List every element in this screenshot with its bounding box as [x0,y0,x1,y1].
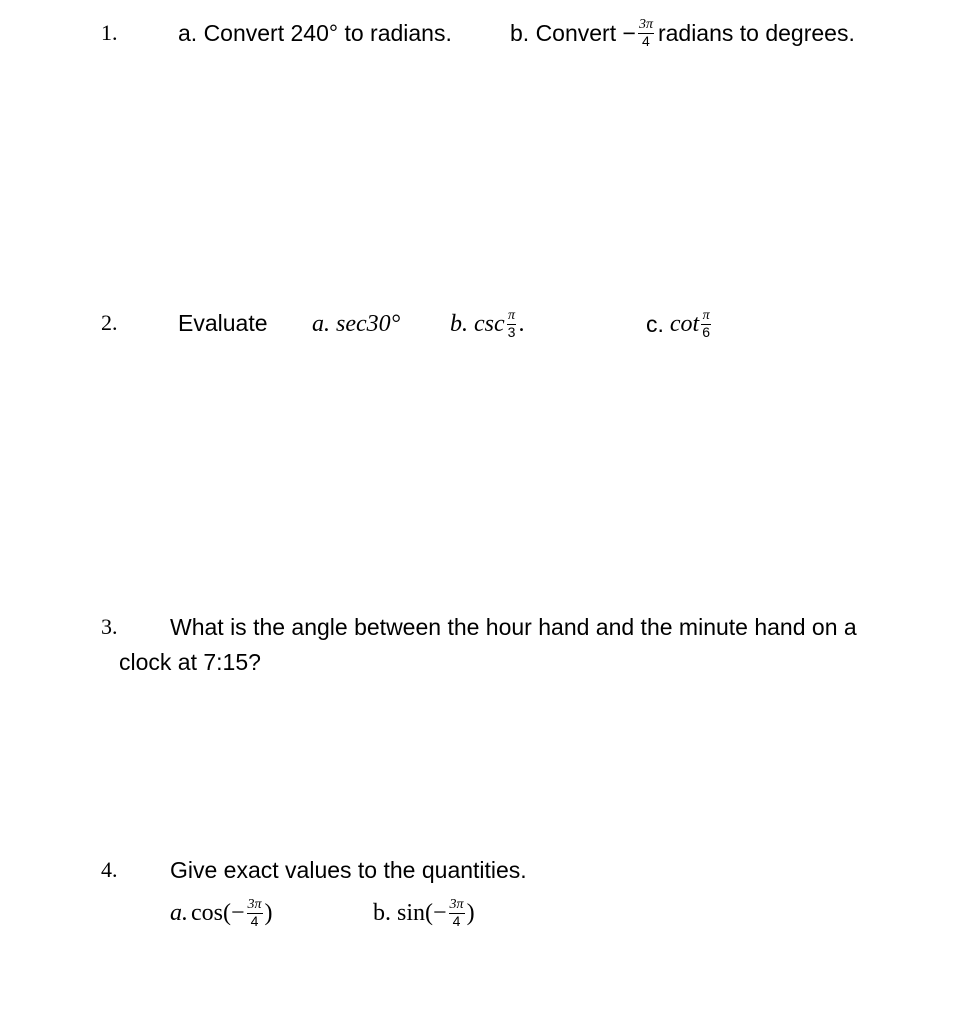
q2-b-numerator: π [508,307,516,323]
q4-b-label: b. [373,900,391,926]
q2-part-a: a. sec30° [312,311,401,337]
q4-b-numerator: 3π [449,896,464,912]
q1-part-a: a. Convert 240° to radians. [178,20,452,46]
q2-b-func: b. csc [450,311,505,337]
q1-number: 1. [101,20,118,45]
q1-b-denominator: 4 [638,33,654,49]
q2-c-denominator: 6 [702,323,711,340]
q3-line-1: What is the angle between the hour hand and the minute hand on a [170,614,857,640]
q2-c-numerator: π [702,307,710,323]
q1-b-prefix: b. Convert − [510,19,636,46]
q2-evaluate: Evaluate [178,310,268,336]
q4-part-b [373,890,475,936]
q1-part-b [510,8,855,58]
q4-a-label: a. [170,900,188,926]
q4-number: 4. [101,857,118,882]
q4-a-numerator: 3π [247,896,262,912]
q3-line-2: clock at 7:15? [119,649,261,675]
q4-intro: Give exact values to the quantities. [170,857,527,883]
q1-b-suffix: radians to degrees. [657,19,855,46]
q3-number: 3. [101,614,118,639]
q4-b-fraction [449,898,465,928]
q1-b-numerator: 3π [638,16,653,32]
q2-number: 2. [101,310,118,335]
q1-b-fraction [638,18,654,48]
q2-part-b [450,302,524,346]
q4-b-func: sin(− [397,900,447,926]
q2-c-label: c. [646,310,664,337]
q2-c-func: cot [669,311,700,337]
q2-b-fraction [507,309,517,339]
q4-a-fraction [247,898,263,928]
q4-a-denominator: 4 [247,913,263,929]
q4-b-denominator: 4 [449,913,465,929]
q4-b-close: ) [466,900,475,926]
q2-b-denominator: 3 [507,323,516,340]
q4-a-close: ) [264,900,273,926]
q2-part-c [646,302,713,346]
q4-part-a [170,890,273,936]
q2-c-fraction [701,309,711,339]
q2-b-period: . [518,311,525,337]
q4-a-func: cos(− [191,900,245,926]
